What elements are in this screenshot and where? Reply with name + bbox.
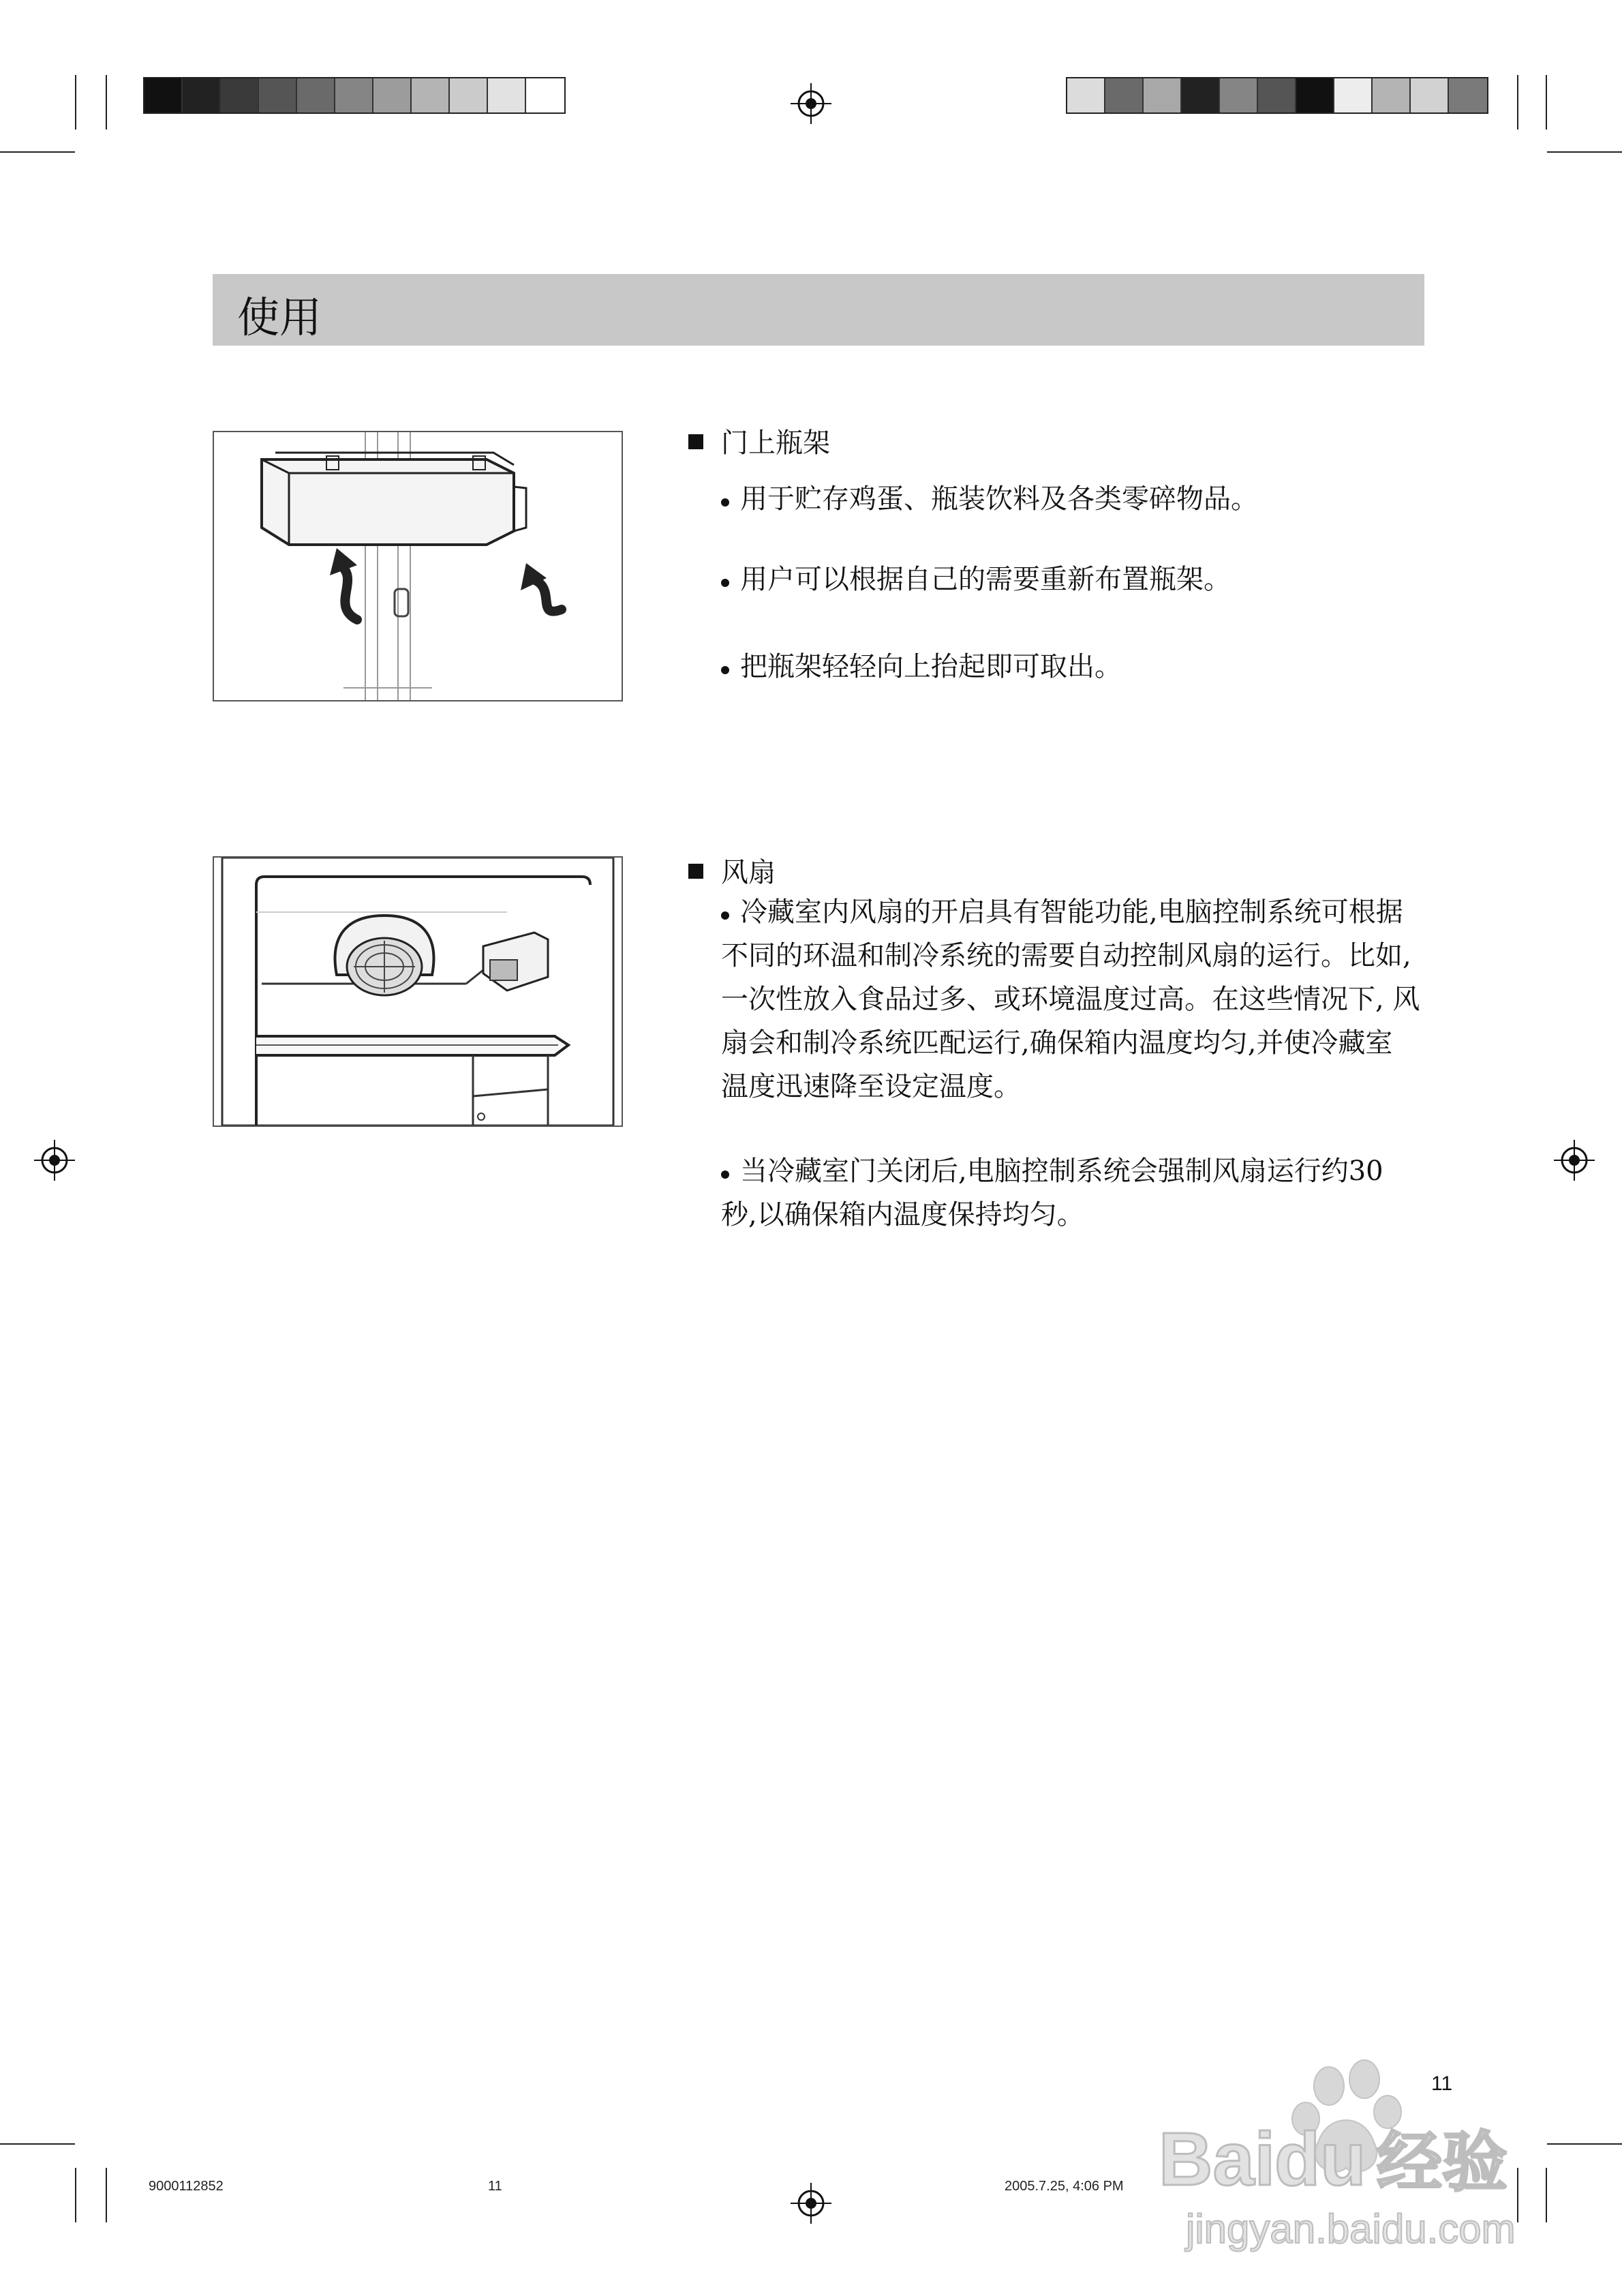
bullet-dot-icon: [721, 911, 729, 920]
footer-timestamp: 2005.7.25, 4:06 PM: [1005, 2179, 1124, 2194]
list-item: [721, 477, 1258, 521]
crop-mark: [1546, 2168, 1547, 2222]
crop-mark: [75, 75, 76, 130]
section-title-bar: [213, 274, 1424, 346]
door-rack-image: [214, 432, 622, 700]
paragraph-line: 秒,以确保箱内温度保持均匀。: [721, 1199, 1084, 1230]
registration-mark-icon: [791, 83, 831, 124]
door-rack-illustration: [213, 431, 623, 701]
crop-mark: [1547, 2143, 1622, 2145]
crop-mark: [1517, 75, 1518, 130]
color-strip-left: [143, 77, 566, 114]
watermark-brand-du: du: [1274, 2117, 1366, 2201]
page-title: 使用: [237, 292, 322, 342]
footer-page: 11: [488, 2179, 502, 2194]
paragraph-line: [721, 890, 1430, 934]
bullet-dot-icon: [721, 1170, 729, 1179]
crop-mark: [1547, 151, 1622, 153]
square-bullet-icon: [688, 434, 703, 449]
color-strip-right: [1066, 77, 1488, 114]
square-bullet-icon: [688, 864, 703, 879]
watermark-url: jingyan.baidu.com: [1186, 2206, 1516, 2252]
paragraph-fan-door-closed: [721, 1149, 1430, 1237]
watermark-brand: Bai: [1159, 2117, 1276, 2201]
bullet-dot-icon: [721, 579, 729, 587]
paragraph-line: 一次性放入食品过多、或环境温度过高。在这些情况下, 风: [721, 984, 1420, 1015]
bullet-text: 用户可以根据自己的需要重新布置瓶架。: [740, 564, 1231, 595]
bullet-dot-icon: [721, 666, 729, 674]
registration-mark-icon: [34, 1140, 75, 1181]
section-heading-text: 风扇: [721, 857, 776, 888]
section-heading-door-rack: [688, 421, 830, 460]
crop-mark: [106, 2168, 107, 2222]
paragraph-text: 冷藏室内风扇的开启具有智能功能,电脑控制系统可根据: [740, 896, 1403, 928]
bullet-dot-icon: [721, 498, 729, 507]
bullet-text: 把瓶架轻轻向上抬起即可取出。: [740, 651, 1122, 682]
paragraph-line: 温度迅速降至设定温度。: [721, 1071, 1021, 1102]
fan-illustration: [213, 856, 623, 1127]
registration-mark-icon: [791, 2183, 831, 2224]
crop-mark: [1546, 75, 1547, 130]
crop-mark: [106, 75, 107, 130]
paragraph-text: 当冷藏室门关闭后,电脑控制系统会强制风扇运行约30: [740, 1155, 1383, 1187]
footer-doc-id: 9000112852: [149, 2179, 224, 2194]
watermark-suffix: 经验: [1377, 2124, 1508, 2201]
section-heading-fan: [688, 851, 776, 890]
page-number: 11: [1431, 2072, 1453, 2095]
paragraph-line: [721, 1149, 1430, 1193]
crop-mark: [0, 151, 75, 153]
paragraph-fan-intelligent: [721, 890, 1430, 1108]
crop-mark: [75, 2168, 76, 2222]
list-item: [721, 645, 1122, 689]
list-item: [721, 558, 1231, 601]
fan-image: [214, 858, 622, 1126]
baidu-watermark-logo: [1145, 2059, 1540, 2263]
paragraph-line: 不同的环温和制冷系统的需要自动控制风扇的运行。比如,: [721, 940, 1411, 971]
section-heading-text: 门上瓶架: [721, 427, 830, 459]
registration-mark-icon: [1554, 1140, 1595, 1181]
bullet-text: 用于贮存鸡蛋、瓶装饮料及各类零碎物品。: [740, 483, 1258, 515]
paragraph-line: 扇会和制冷系统匹配运行,确保箱内温度均匀,并使冷藏室: [721, 1027, 1393, 1059]
crop-mark: [0, 2143, 75, 2145]
